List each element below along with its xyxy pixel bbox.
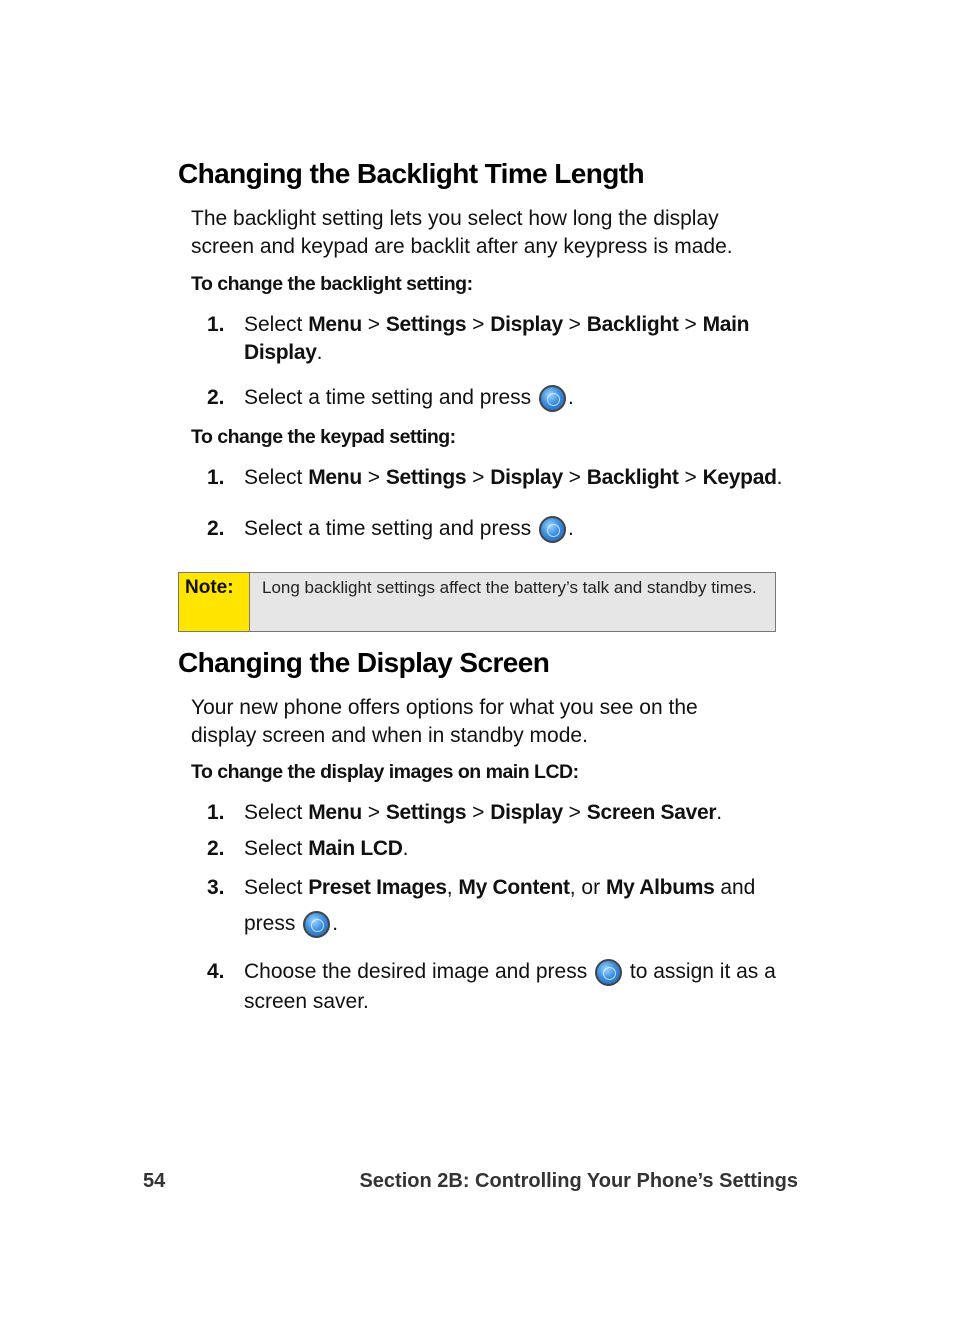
step-number: 1.	[207, 801, 225, 824]
text-display: Display	[490, 313, 563, 336]
display-step-4-continued: screen saver.	[244, 990, 369, 1013]
heading-display-screen: Changing the Display Screen	[178, 647, 550, 678]
text-settings: Settings	[385, 313, 467, 336]
backlight-step-2	[207, 384, 797, 416]
step-number: 2.	[207, 386, 225, 409]
step-number: 1.	[207, 313, 225, 336]
separator: >	[472, 313, 485, 336]
text-my-content: My Content	[458, 876, 570, 899]
separator: >	[568, 801, 581, 824]
step-text	[244, 958, 789, 986]
text-and: and	[720, 876, 756, 899]
text-main: Main	[702, 313, 750, 336]
subheading-display-images: To change the display images on main LCD:	[191, 761, 579, 783]
separator: >	[367, 801, 380, 824]
step-text: Select Menu > Settings > Display > Backlight > Main Display.	[244, 313, 750, 364]
text-settings: Settings	[385, 801, 467, 824]
text-screen-saver: Screen Saver	[586, 801, 717, 824]
text-select: Select	[244, 466, 303, 489]
display-step-1	[207, 799, 797, 829]
keypad-step-1	[207, 464, 797, 494]
step-text: Select Main LCD.	[244, 837, 409, 860]
display-intro: Your new phone offers options for what you see on the display screen and when in standby mode.	[191, 696, 698, 747]
text-keypad: Keypad	[702, 466, 777, 489]
display-step-3	[207, 874, 797, 904]
text-backlight: Backlight	[586, 313, 679, 336]
text-display: Display	[490, 801, 563, 824]
text-menu: Menu	[308, 313, 362, 336]
text-press: press	[244, 912, 296, 935]
subheading-keypad-setting: To change the keypad setting:	[191, 426, 456, 448]
text-time-setting: Select a time setting and press	[244, 517, 532, 540]
text-select: Select	[244, 801, 303, 824]
step-number: 2.	[207, 517, 225, 540]
step-text: Select Menu > Settings > Display > Screen Saver.	[244, 801, 723, 824]
text-my-albums: My Albums	[605, 876, 715, 899]
text-settings: Settings	[385, 466, 467, 489]
text-select: Select	[244, 313, 303, 336]
text-select: Select	[244, 837, 303, 860]
step-number: 4.	[207, 960, 225, 983]
subheading-backlight-setting: To change the backlight setting:	[191, 273, 473, 295]
step-number: 2.	[207, 837, 225, 860]
text-display: Display	[490, 466, 563, 489]
separator: >	[684, 466, 697, 489]
keypad-step-2	[207, 515, 797, 547]
text-select: Select	[244, 876, 303, 899]
note-text: Long backlight settings affect the battery’s talk and standby times.	[262, 578, 757, 597]
backlight-step-1	[207, 311, 797, 371]
text-choose-image: Choose the desired image and press	[244, 960, 588, 983]
text-preset-images: Preset Images	[308, 876, 447, 899]
menu-ok-button-icon	[303, 911, 330, 938]
display-step-2	[207, 835, 797, 865]
heading-backlight: Changing the Backlight Time Length	[178, 158, 644, 189]
section-title: Section 2B: Controlling Your Phone’s Settings	[359, 1170, 798, 1192]
separator: >	[367, 466, 380, 489]
separator: >	[684, 313, 697, 336]
separator: >	[472, 466, 485, 489]
text-assign: to assign it as a	[629, 960, 776, 983]
text-backlight: Backlight	[586, 466, 679, 489]
text-main-lcd: Main LCD	[308, 837, 403, 860]
step-text: Select a time setting and press .	[244, 515, 789, 543]
separator: >	[568, 466, 581, 489]
backlight-intro: The backlight setting lets you select how long the display screen and keypad are backlit after any keypress is made.	[191, 207, 733, 258]
note-box	[178, 572, 776, 632]
text-menu: Menu	[308, 466, 362, 489]
separator: >	[367, 313, 380, 336]
menu-ok-button-icon	[539, 516, 566, 543]
menu-ok-button-icon	[539, 385, 566, 412]
page-number: 54	[143, 1170, 166, 1192]
display-step-3-continued: press .	[244, 910, 338, 938]
note-label: Note:	[179, 573, 250, 631]
separator: >	[568, 313, 581, 336]
step-number: 3.	[207, 876, 225, 899]
text-or: , or	[569, 876, 601, 899]
step-text: Select Menu > Settings > Display > Backlight > Keypad.	[244, 466, 783, 489]
separator: >	[472, 801, 485, 824]
menu-ok-button-icon	[595, 959, 622, 986]
step-text: Select Preset Images, My Content, or My Albums and	[244, 876, 756, 899]
text-time-setting: Select a time setting and press	[244, 386, 532, 409]
text-display: Display	[244, 341, 317, 364]
step-text: Select a time setting and press .	[244, 384, 789, 412]
step-number: 1.	[207, 466, 225, 489]
text-menu: Menu	[308, 801, 362, 824]
